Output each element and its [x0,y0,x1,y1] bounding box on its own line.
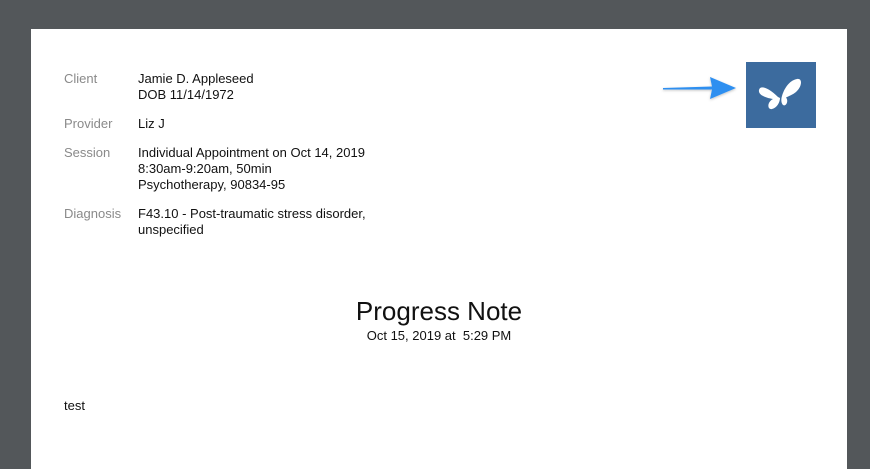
provider-name: Liz J [138,116,165,131]
client-dob: DOB 11/14/1972 [138,87,234,102]
diagnosis-label: Diagnosis [64,206,122,221]
note-body: test [64,398,85,413]
session-value [138,145,458,193]
diagnosis-value [138,206,458,238]
session-appointment: Individual Appointment on Oct 14, 2019 [138,145,365,160]
session-label: Session [64,145,111,160]
arrow-right-icon [660,70,742,106]
practice-logo [746,62,816,128]
page-title: Progress Note [355,296,523,326]
client-value [138,71,458,103]
client-label: Client [64,71,98,86]
note-timestamp: Oct 15, 2019 at 5:29 PM [366,328,512,343]
document-page [31,29,847,469]
session-time: 8:30am-9:20am, 50min [138,161,272,176]
diagnosis-line-2: unspecified [138,222,204,237]
client-name: Jamie D. Appleseed [138,71,254,86]
diagnosis-line-1: F43.10 - Post-traumatic stress disorder, [138,206,366,221]
provider-label: Provider [64,116,113,131]
provider-value [138,116,458,132]
session-code: Psychotherapy, 90834-95 [138,177,286,192]
butterfly-icon [756,77,806,113]
